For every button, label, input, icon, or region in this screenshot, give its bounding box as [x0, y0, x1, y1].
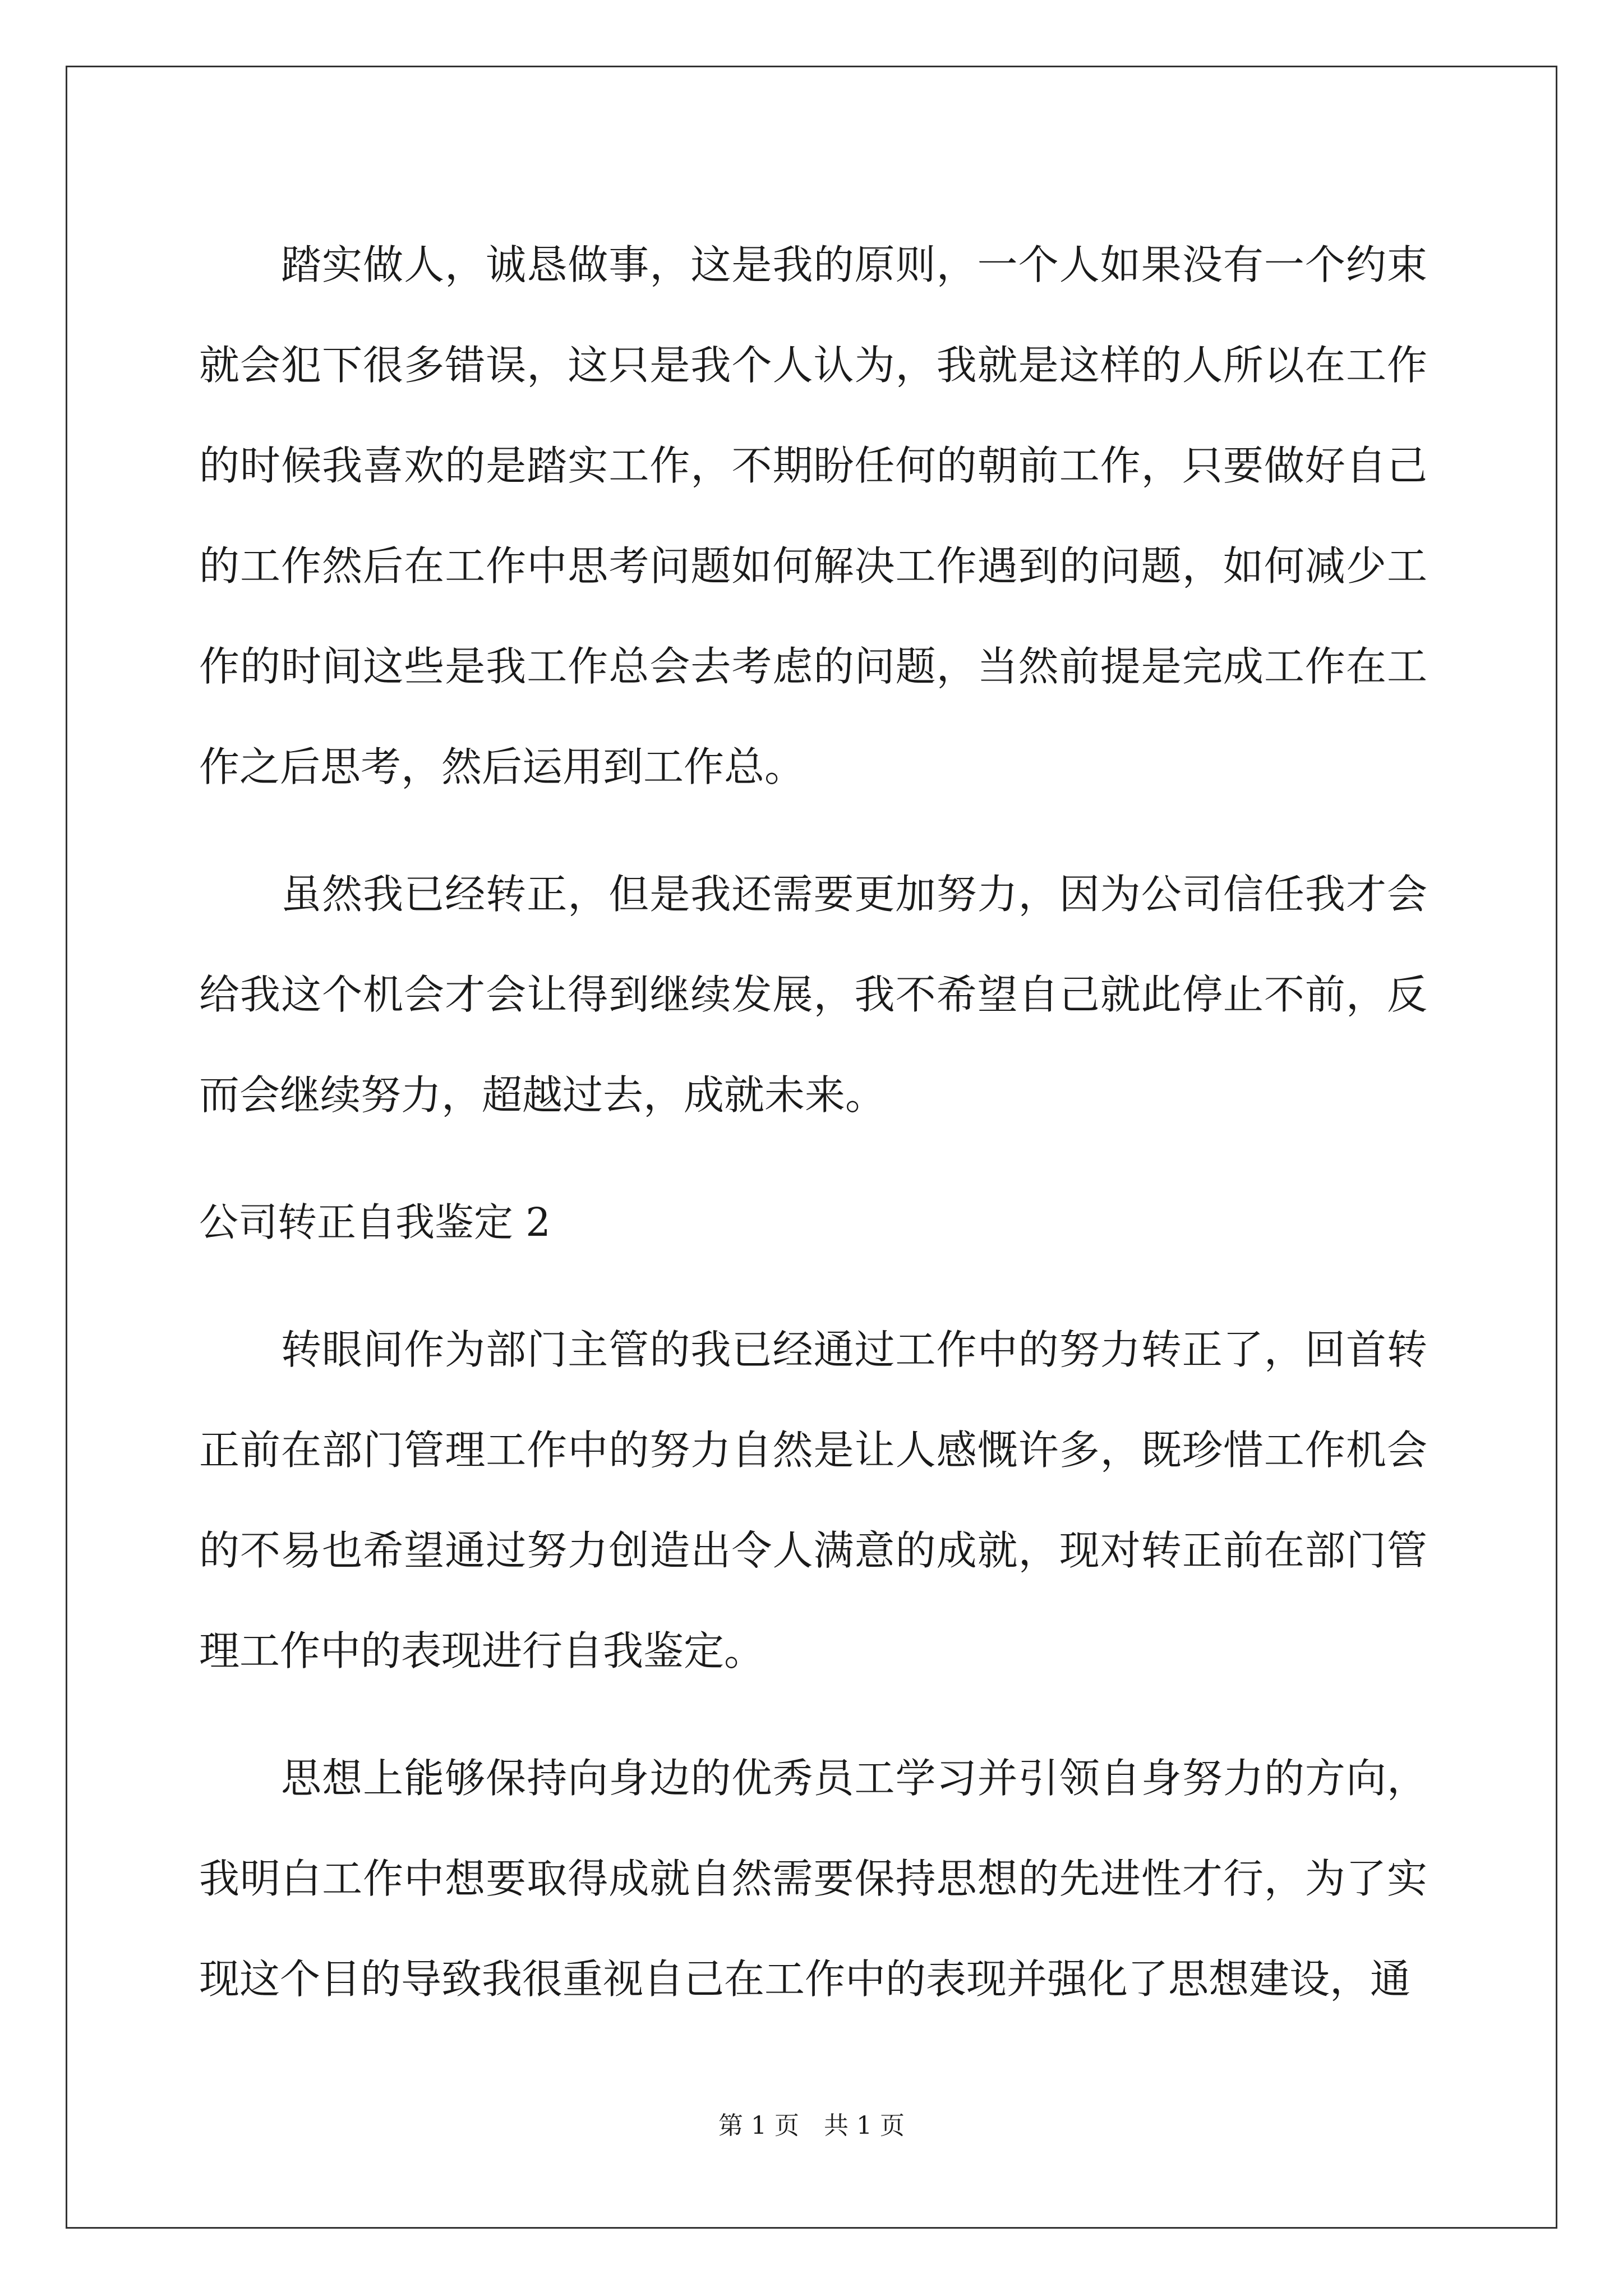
paragraph: 思想上能够保持向身边的优秀员工学习并引领自身努力的方向，我明白工作中想要取得成就自然需要保持思想的先进性才行，为了实现这个目的导致我很重视自己在工作中的表现并强化了思想建设，通 [199, 1755, 1427, 2003]
paragraph: 虽然我已经转正，但是我还需要更加努力，因为公司信任我才会给我这个机会才会让得到继续发展，我不希望自己就此停止不前，反而会继续努力，超越过去，成就未来。 [199, 871, 1427, 1119]
paragraph: 转眼间作为部门主管的我已经通过工作中的努力转正了，回首转正前在部门管理工作中的努力自然是让人感慨许多，既珍惜工作机会的不易也希望通过努力创造出令人满意的成就，现对转正前在部门管理工作中的表现进行自我鉴定。 [199, 1326, 1427, 1674]
page-number-footer: 第 1 页 共 1 页 [718, 2111, 905, 2140]
section-heading: 公司转正自我鉴定 2 [199, 1199, 551, 1245]
paragraph: 踏实做人，诚恳做事，这是我的原则，一个人如果没有一个约束就会犯下很多错误，这只是我个人认为，我就是这样的人所以在工作的时候我喜欢的是踏实工作，不期盼任何的朝前工作，只要做好自己的工作然后在工作中思考问题如何解决工作遇到的问题，如何减少工作的时间这些是我工作总会去考虑的问题，当然前提是完成工作在工作之后思考，然后运用到工作总。 [199, 241, 1427, 790]
document-body [199, 215, 1427, 2030]
